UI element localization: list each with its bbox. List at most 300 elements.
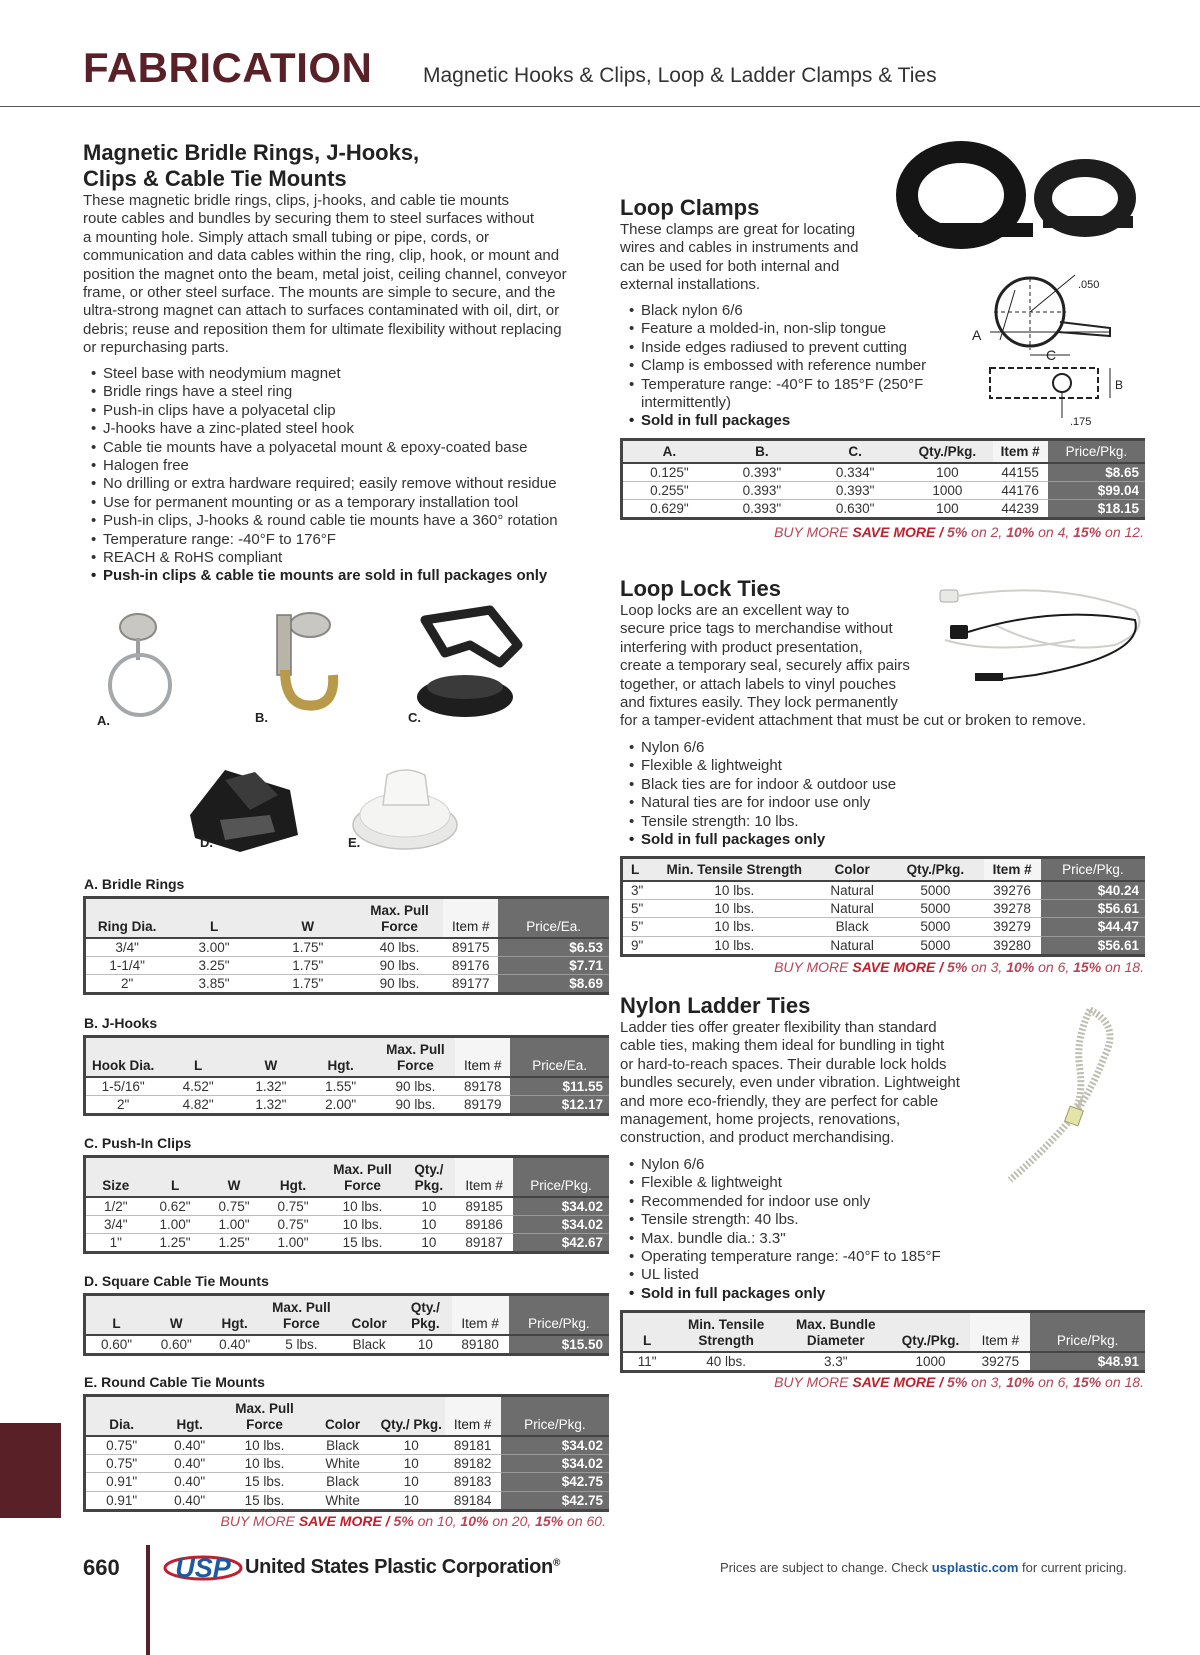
table-cell: 3/4" — [85, 938, 169, 957]
feature-item: • Recommended for indoor use only — [629, 1193, 989, 1211]
table-cell: 10 — [403, 1197, 456, 1216]
table-cell: 44155 — [993, 463, 1048, 482]
feature-item: • Tensile strength: 40 lbs. — [629, 1211, 989, 1229]
table-cell: 89180 — [461, 1336, 499, 1352]
text-line: bundles securely, even under vibration. Lightweight — [620, 1074, 960, 1092]
feature-item: • Tensile strength: 10 lbs. — [629, 813, 989, 831]
table-row — [85, 1436, 610, 1455]
table-cell: 0.40" — [219, 1336, 251, 1352]
table-cell: 0.62" — [146, 1197, 205, 1216]
column-header: Hook Dia. — [85, 1037, 161, 1077]
text-line: for a tamper-evident attachment that must be cut or broken to remove. — [620, 712, 1087, 730]
photo-label-d: D. — [200, 835, 213, 850]
column-header: Min. Tensile Strength — [671, 1312, 781, 1352]
table-cell: White — [325, 1492, 360, 1508]
table-row — [85, 1215, 610, 1234]
table-cell: 2.00" — [325, 1096, 357, 1112]
table-cell: 89181 — [445, 1436, 501, 1455]
feature-item: • Natural ties are for indoor use only — [629, 794, 989, 812]
column-header: Item # — [443, 898, 498, 938]
table-cell: Black — [307, 1436, 378, 1455]
feature-item: • Halogen free — [91, 457, 611, 475]
table-cell: 1.75" — [260, 938, 356, 957]
price-cell: $12.17 — [510, 1095, 609, 1114]
table-cell: 89182 — [445, 1454, 501, 1473]
table-cell: 10 lbs. — [322, 1197, 402, 1216]
loop-lock-tie-image — [935, 585, 1150, 700]
table-cell: 10 lbs. — [652, 899, 817, 918]
table-row — [622, 899, 1146, 918]
table-cell: 15 lbs. — [342, 1235, 383, 1250]
buy-more-save: SAVE MORE — [852, 959, 936, 975]
table-cell: 100 — [936, 501, 959, 516]
round-mounts-table — [83, 1394, 609, 1512]
table-cell: 0.629" — [650, 501, 689, 516]
website-link[interactable]: usplastic.com — [931, 1560, 1019, 1575]
buy-more-pct: 10% — [1006, 524, 1035, 540]
note-text: Prices are subject to change. Check — [720, 1560, 932, 1575]
buy-more-qty: on 2, — [967, 524, 1007, 540]
table-cell: 89186 — [455, 1215, 513, 1234]
table-cell: 2" — [116, 1096, 130, 1112]
column-header: Price/Pkg. — [1030, 1312, 1145, 1352]
column-header: Price/Pkg. — [1048, 440, 1145, 463]
column-header: Max. Pull Force — [322, 1157, 402, 1197]
table-cell: 10 lbs. — [714, 937, 755, 953]
feature-item — [629, 376, 989, 413]
buy-more-round — [221, 1513, 607, 1529]
buy-more-ladder — [774, 1374, 1144, 1390]
table-cell: 4.82" — [182, 1096, 214, 1112]
feature-item: • Black nylon 6/6 — [629, 302, 989, 320]
price-cell: $42.67 — [513, 1234, 609, 1253]
text-line: together, or attach labels to vinyl pouches — [620, 675, 897, 693]
text-line: construction, and product merchandising. — [620, 1129, 895, 1147]
text-line: or hard-to-reach spaces. Their durable lock holds — [620, 1055, 947, 1073]
table-cell: Black — [817, 918, 887, 937]
column-header: Dia. — [85, 1396, 158, 1436]
ladder-ties-features — [629, 1156, 989, 1303]
bridle-rings-title: A. Bridle Rings — [84, 876, 185, 892]
feature-item: • Nylon 6/6 — [629, 739, 989, 757]
feature-item: • UL listed — [629, 1266, 989, 1284]
feature-item: • Max. bundle dia.: 3.3" — [629, 1230, 989, 1248]
text-line: route cables and bundles by securing them to steel surfaces without — [83, 210, 535, 228]
loop-clamps-table — [620, 438, 1145, 520]
buy-more-save: SAVE MORE — [852, 524, 936, 540]
column-header: Item # — [445, 1396, 501, 1436]
table-cell: 0.125" — [622, 463, 716, 482]
table-cell: 10 lbs. — [652, 918, 817, 937]
table-cell: 0.40" — [174, 1492, 206, 1508]
table-row — [85, 975, 610, 994]
diagram-dim-050: .050 — [1078, 279, 1100, 291]
table-cell: 44176 — [993, 481, 1048, 500]
table-cell: Natural — [830, 937, 874, 953]
buy-more-text: BUY MORE — [774, 959, 853, 975]
push-in-clips-title: C. Push-In Clips — [84, 1135, 192, 1151]
table-cell: 0.75" — [264, 1197, 323, 1216]
feature-item-bold: • Sold in full packages only — [629, 831, 989, 849]
column-header: W — [260, 898, 356, 938]
pricing-note — [720, 1560, 1127, 1575]
table-cell: 10 lbs. — [652, 881, 817, 900]
table-cell: 0.60" — [100, 1336, 133, 1352]
buy-more-qty: on 6, — [1034, 959, 1074, 975]
table-cell: Natural — [817, 881, 887, 900]
buy-more-text: BUY MORE — [774, 524, 853, 540]
table-cell: 0.393" — [716, 463, 808, 482]
feature-item: • Temperature range: -40°F to 176°F — [91, 531, 611, 549]
column-header: Qty./Pkg. — [891, 1312, 971, 1352]
ladder-ties-description — [620, 1019, 1000, 1148]
table-row — [85, 1095, 610, 1114]
magnetic-heading — [83, 140, 419, 192]
round-tie-mount-image — [345, 760, 470, 855]
ladder-tie-image — [995, 1000, 1135, 1185]
table-cell: 5" — [622, 918, 652, 937]
buy-more-slash: / — [381, 1513, 394, 1529]
buy-more-text: BUY MORE — [774, 1374, 853, 1390]
buy-more-pct: 5% — [947, 959, 968, 975]
square-mounts-title: D. Square Cable Tie Mounts — [84, 1273, 269, 1289]
column-header: Qty./Pkg. — [887, 858, 983, 881]
column-header: Max. Pull Force — [264, 1295, 339, 1335]
table-cell: 1-5/16" — [85, 1077, 161, 1096]
buy-more-pct: 15% — [535, 1513, 564, 1529]
feature-item: • Bridle rings have a steel ring — [91, 383, 611, 401]
buy-more-pct: 5% — [947, 524, 968, 540]
price-cell: $15.50 — [509, 1335, 609, 1355]
company-name-text: United States Plastic Corporation — [245, 1556, 553, 1578]
loop-lock-table — [620, 856, 1145, 957]
text-line: create a temporary seal, securely affix pairs — [620, 657, 910, 675]
price-cell: $42.75 — [501, 1473, 609, 1492]
table-cell: 4.52" — [160, 1077, 236, 1096]
table-cell: 0.91" — [106, 1492, 138, 1508]
text-line: can be used for both internal and — [620, 257, 840, 275]
table-row — [85, 1335, 610, 1355]
table-row — [85, 1473, 610, 1492]
table-cell: 1.00" — [277, 1235, 309, 1250]
table-cell: 1/2" — [85, 1197, 146, 1216]
buy-more-pct: 10% — [1006, 959, 1035, 975]
table-cell: 3.25" — [168, 956, 260, 975]
table-cell: 0.75" — [205, 1197, 264, 1216]
table-cell: 0.334" — [808, 463, 902, 482]
photo-label-e: E. — [348, 835, 361, 850]
column-header: Item # — [452, 1295, 509, 1335]
buy-more-slash: / — [935, 1374, 948, 1390]
table-cell: 5000 — [887, 881, 983, 900]
column-header: Qty./Pkg. — [902, 440, 992, 463]
table-cell: 90 lbs. — [379, 976, 420, 991]
loop-lock-heading: Loop Lock Ties — [620, 576, 781, 601]
price-cell: $6.53 — [498, 938, 609, 957]
text-line: debris; reuse and reposition them for ultimate flexibility without replacing — [83, 320, 562, 338]
column-header: A. — [622, 440, 716, 463]
table-cell: 11" — [637, 1353, 657, 1369]
logo-text: USP — [175, 1553, 231, 1583]
diagram-dim-c: C — [1046, 347, 1057, 363]
column-header: Price/Pkg. — [513, 1157, 609, 1197]
buy-more-save: SAVE MORE — [852, 1374, 936, 1390]
price-cell: $18.15 — [1048, 500, 1145, 519]
feature-item-bold: • Sold in full packages — [629, 412, 989, 430]
column-header: Price/Pkg. — [509, 1295, 609, 1335]
table-cell: 0.255" — [622, 481, 716, 500]
table-cell: 5 lbs. — [285, 1336, 318, 1352]
column-header: Max. Bundle Diameter — [781, 1312, 891, 1352]
buy-more-qty: on 6, — [1034, 1374, 1074, 1390]
feature-item: • Feature a molded-in, non-slip tongue — [629, 320, 989, 338]
buy-more-qty: on 4, — [1034, 524, 1074, 540]
feature-item: • Operating temperature range: -40°F to 185°F — [629, 1248, 989, 1266]
text-line: position the magnet onto the beam, metal joist, ceiling channel, conveyor — [83, 265, 567, 283]
push-in-clip-image — [400, 605, 530, 720]
table-cell: 90 lbs. — [356, 956, 444, 975]
table-cell: 9" — [631, 937, 644, 953]
table-row — [622, 936, 1146, 955]
buy-more-pct: 15% — [1073, 1374, 1102, 1390]
table-cell: 89175 — [443, 938, 498, 957]
text-line: external installations. — [620, 276, 761, 294]
table-cell: 1000 — [915, 1353, 946, 1369]
table-cell: 1.25" — [159, 1235, 191, 1250]
header-divider — [0, 106, 1200, 107]
diagram-dim-175: .175 — [1070, 416, 1092, 428]
table-cell: 0.40" — [157, 1454, 222, 1473]
table-row — [622, 881, 1146, 900]
feature-item-bold: • Push-in clips & cable tie mounts are sold in full packages only — [91, 567, 611, 585]
ladder-ties-table — [620, 1310, 1145, 1373]
buy-more-pct: 10% — [1006, 1374, 1035, 1390]
table-cell: 90 lbs. — [376, 1077, 456, 1096]
square-tie-mount-image — [180, 760, 305, 855]
table-cell: 1.25" — [218, 1235, 250, 1250]
table-cell: 90 lbs. — [395, 1096, 436, 1112]
column-header: Item # — [970, 1312, 1030, 1352]
feature-item: • Push-in clips have a polyacetal clip — [91, 402, 611, 420]
column-header: L — [146, 1157, 205, 1197]
table-cell: 89185 — [455, 1197, 513, 1216]
table-cell: 10 — [403, 1492, 419, 1508]
table-cell: 1.75" — [260, 956, 356, 975]
table-cell: 3" — [622, 881, 652, 900]
feature-item: • Push-in clips, J-hooks & round cable tie mounts have a 360° rotation — [91, 512, 611, 530]
j-hooks-title: B. J-Hooks — [84, 1015, 158, 1031]
column-header: Color — [817, 858, 887, 881]
column-header: W — [147, 1295, 205, 1335]
table-cell: 89178 — [455, 1077, 510, 1096]
text-line: and fixtures easily. They lock permanently — [620, 694, 898, 712]
text-line: frame, or other steel surface. The mounts are simple to secure, and the — [83, 284, 556, 302]
j-hook-image — [255, 605, 355, 720]
table-cell: 1.75" — [292, 976, 324, 991]
table-cell: 39278 — [984, 899, 1041, 918]
buy-more-slash: / — [935, 524, 948, 540]
column-header: L — [168, 898, 260, 938]
table-row — [622, 1352, 1146, 1372]
table-cell: 0.393" — [716, 481, 808, 500]
feature-item: • Nylon 6/6 — [629, 1156, 989, 1174]
column-header: Size — [85, 1157, 146, 1197]
price-cell: $56.61 — [1041, 899, 1145, 918]
text-line: or repurchasing parts. — [83, 339, 229, 357]
page-number: 660 — [83, 1555, 120, 1580]
table-cell: 40 lbs. — [706, 1353, 747, 1369]
table-cell: 0.40" — [157, 1436, 222, 1455]
table-cell: 89177 — [452, 976, 490, 991]
column-header: Item # — [455, 1157, 513, 1197]
text-line: cable ties, making them ideal for bundling in tight — [620, 1037, 945, 1055]
photo-label-a: A. — [97, 713, 110, 728]
text-line: Ladder ties offer greater flexibility than standard — [620, 1019, 937, 1036]
table-cell: 0.75" — [85, 1454, 158, 1473]
price-cell: $7.71 — [498, 956, 609, 975]
table-cell: 1.32" — [255, 1096, 287, 1112]
column-header: Price/Pkg. — [1041, 858, 1145, 881]
feature-item-bold: • Sold in full packages only — [629, 1285, 989, 1303]
loop-clamps-features — [629, 302, 989, 431]
push-in-clips-table — [83, 1155, 609, 1254]
column-header: W — [236, 1037, 306, 1077]
table-cell: 89183 — [445, 1473, 501, 1492]
feature-item: • Use for permanent mounting or as a temporary installation tool — [91, 494, 611, 512]
buy-more-qty: on 20, — [488, 1513, 536, 1529]
registered-mark: ® — [552, 1557, 561, 1569]
column-header: Color — [307, 1396, 378, 1436]
footer-divider — [146, 1545, 150, 1655]
feature-item: • Inside edges radiused to prevent cutting — [629, 339, 989, 357]
text-line: These magnetic bridle rings, clips, j-hooks, and cable tie mounts — [83, 192, 510, 209]
magnetic-description — [83, 192, 603, 358]
column-header: Hgt. — [205, 1295, 263, 1335]
feature-item: • Flexible & lightweight — [629, 1174, 989, 1192]
table-cell: 1000 — [902, 481, 992, 500]
table-cell: 3.00" — [168, 938, 260, 957]
section-subtitle: Magnetic Hooks & Clips, Loop & Ladder Clamps & Ties — [423, 64, 937, 87]
buy-more-pct: 5% — [393, 1513, 414, 1529]
table-cell: 89187 — [465, 1235, 503, 1250]
magnetic-heading-line: Magnetic Bridle Rings, J-Hooks, — [83, 140, 420, 165]
table-cell: 10 lbs. — [322, 1215, 402, 1234]
table-cell: Black — [352, 1336, 386, 1352]
column-header: Qty./ Pkg. — [378, 1396, 445, 1436]
table-cell: 1.55" — [306, 1077, 376, 1096]
column-header: W — [205, 1157, 264, 1197]
table-cell: 1" — [109, 1235, 122, 1250]
buy-more-qty: on 60. — [563, 1513, 606, 1529]
table-cell: 100 — [902, 463, 992, 482]
column-header: Item # — [993, 440, 1048, 463]
table-row — [622, 463, 1146, 482]
feature-item: • Steel base with neodymium magnet — [91, 365, 611, 383]
column-header: Min. Tensile Strength — [652, 858, 817, 881]
text-line: Loop locks are an excellent way to — [620, 602, 850, 619]
buy-more-pct: 15% — [1073, 959, 1102, 975]
text-line: ultra-strong magnet can attach to surfaces contaminated with oil, dirt, or — [83, 302, 560, 320]
price-cell: $11.55 — [510, 1077, 609, 1096]
note-text: for current pricing. — [1018, 1560, 1127, 1575]
table-cell: Black — [307, 1473, 378, 1492]
table-cell: 0.40" — [157, 1473, 222, 1492]
table-cell: 5" — [622, 899, 652, 918]
section-title: FABRICATION — [83, 44, 373, 91]
text-line: a mounting hole. Simply attach small tubing or pipe, cords, or — [83, 228, 490, 246]
magnetic-features — [91, 365, 611, 586]
column-header: Price/Pkg. — [501, 1396, 609, 1436]
table-cell: 15 lbs. — [244, 1492, 285, 1508]
loop-lock-features — [629, 739, 989, 849]
table-cell: 44239 — [1001, 501, 1039, 516]
column-header: Hgt. — [264, 1157, 323, 1197]
table-row — [622, 918, 1146, 937]
bridle-ring-image — [90, 605, 190, 720]
price-cell: $34.02 — [513, 1215, 609, 1234]
loop-clamp-diagram — [970, 270, 1145, 430]
table-cell: 0.91" — [85, 1473, 158, 1492]
column-header: Max. Pull Force — [376, 1037, 456, 1077]
table-cell: 10 — [421, 1235, 437, 1250]
table-row — [85, 956, 610, 975]
buy-more-pct: 10% — [460, 1513, 489, 1529]
buy-more-qty: on 3, — [967, 959, 1007, 975]
diagram-dim-a: A — [972, 327, 982, 343]
text-line: These clamps are great for locating — [620, 221, 856, 238]
table-cell: 10 — [403, 1215, 456, 1234]
table-cell: 5000 — [887, 918, 983, 937]
text-line: and more eco-friendly, they are perfect for cable — [620, 1092, 939, 1110]
column-header: Hgt. — [306, 1037, 376, 1077]
column-header: Max. Pull Force — [222, 1396, 307, 1436]
table-cell: 10 — [378, 1454, 445, 1473]
price-cell: $99.04 — [1048, 481, 1145, 500]
price-cell: $44.47 — [1041, 918, 1145, 937]
table-cell: White — [307, 1454, 378, 1473]
text-line: wires and cables in instruments and — [620, 239, 859, 257]
price-cell: $34.02 — [513, 1197, 609, 1216]
column-header: Price/Ea. — [510, 1037, 609, 1077]
table-cell: Natural — [817, 899, 887, 918]
feature-text: intermittently) — [641, 394, 732, 412]
table-cell: 5000 — [887, 899, 983, 918]
table-cell: 5000 — [920, 937, 951, 953]
price-cell: $42.75 — [501, 1491, 609, 1510]
feature-item: • Black ties are for indoor & outdoor use — [629, 776, 989, 794]
buy-more-pct: 5% — [947, 1374, 968, 1390]
table-cell: 3/4" — [85, 1215, 146, 1234]
price-cell: $48.91 — [1030, 1352, 1145, 1372]
table-cell: 89176 — [443, 956, 498, 975]
column-header: L — [622, 1312, 672, 1352]
loop-clamps-description — [620, 221, 880, 295]
buy-more-qty: on 3, — [967, 1374, 1007, 1390]
table-cell: 10 lbs. — [222, 1454, 307, 1473]
text-line: interfering with product presentation, — [620, 638, 863, 656]
table-cell: 3.85" — [198, 976, 230, 991]
section-tab — [0, 1423, 61, 1518]
table-cell: 0.75" — [85, 1436, 158, 1455]
table-cell: 89184 — [453, 1492, 492, 1508]
photo-label-c: C. — [408, 710, 421, 725]
table-cell: 2" — [120, 976, 134, 991]
loop-clamp-image — [893, 140, 1143, 265]
table-cell: 15 lbs. — [222, 1473, 307, 1492]
round-mounts-title: E. Round Cable Tie Mounts — [84, 1374, 265, 1390]
column-header: Qty./ Pkg. — [399, 1295, 451, 1335]
column-header: Ring Dia. — [85, 898, 169, 938]
